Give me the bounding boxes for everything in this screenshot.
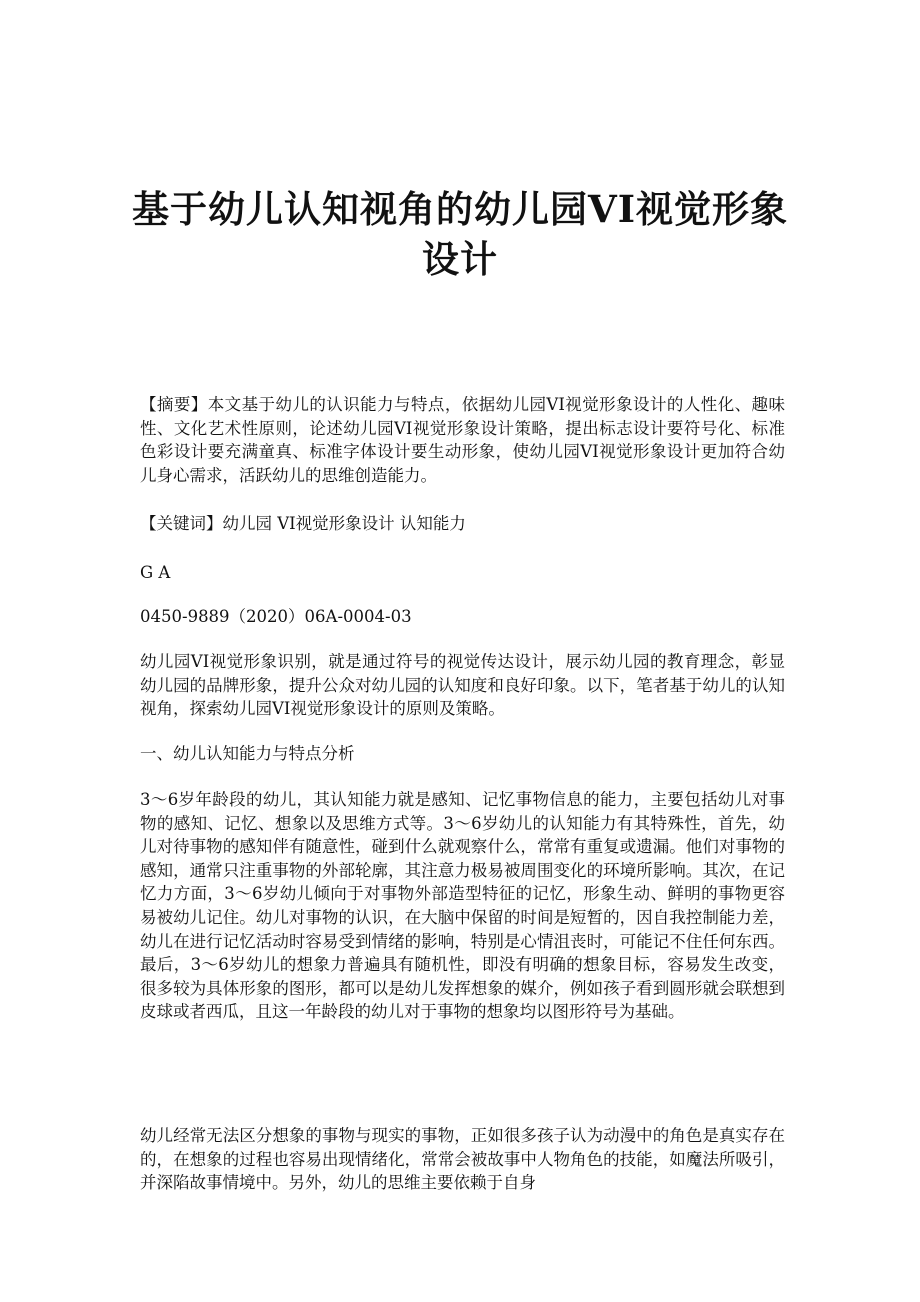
body-paragraph: 幼儿经常无法区分想象的事物与现实的事物，正如很多孩子认为动漫中的角色是真实存在的，在想象的过程也容易出现情绪化，常常会被故事中人物角色的技能，如魔法所吸引，并深陷故事情境中。另外，幼儿的思维主要依赖于自身: [140, 1126, 785, 1193]
classification-code: G A: [140, 563, 171, 582]
document-title: 基于幼儿认知视角的幼儿园VI视觉形象设计: [131, 187, 788, 281]
intro-paragraph: 幼儿园VI视觉形象识别，就是通过符号的视觉传达设计，展示幼儿园的教育理念，彰显幼儿园的品牌形象，提升公众对幼儿园的认知度和良好印象。以下，笔者基于幼儿的认知视角，探索幼儿园VI视觉形象设计的原则及策略。: [140, 652, 785, 719]
abstract-paragraph: 【摘要】本文基于幼儿的认识能力与特点，依据幼儿园VI视觉形象设计的人性化、趣味性、文化艺术性原则，论述幼儿园VI视觉形象设计策略，提出标志设计要符号化、标准色彩设计要充满童真、标准字体设计要生动形象，使幼儿园VI视觉形象设计更加符合幼儿身心需求，活跃幼儿的思维创造能力。: [140, 395, 785, 485]
keywords-line: 【关键词】幼儿园 VI视觉形象设计 认知能力: [140, 514, 466, 533]
body-paragraph: 3～6岁年龄段的幼儿，其认知能力就是感知、记忆事物信息的能力，主要包括幼儿对事物的感知、记忆、想象以及思维方式等。3～6岁幼儿的认知能力有其特殊性，首先，幼儿对待事物的感知伴有随意性，碰到什么就观察什么，常常有重复或遗漏。他们对事物的感知，通常只注重事物的外部轮廓，其注意力极易被周围变化的环境所影响。其次，在记忆力方面，3～6岁幼儿倾向于对事物外部造型特征的记忆，形象生动、鲜明的事物更容易被幼儿记住。幼儿对事物的认识，在大脑中保留的时间是短暂的，因自我控制能力差，幼儿在进行记忆活动时容易受到情绪的影响，特别是心情沮丧时，可能记不住任何东西。最后，3～6岁幼儿的想象力普遍具有随机性，即没有明确的想象目标，容易发生改变，很多较为具体形象的图形，都可以是幼儿发挥想象的媒介，例如孩子看到圆形就会联想到皮球或者西瓜，且这一年龄段的幼儿对于事物的想象均以图形符号为基础。: [140, 790, 785, 1022]
section-heading: 一、幼儿认知能力与特点分析: [140, 744, 355, 763]
document-id: 0450-9889（2020）06A-0004-03: [140, 607, 412, 626]
